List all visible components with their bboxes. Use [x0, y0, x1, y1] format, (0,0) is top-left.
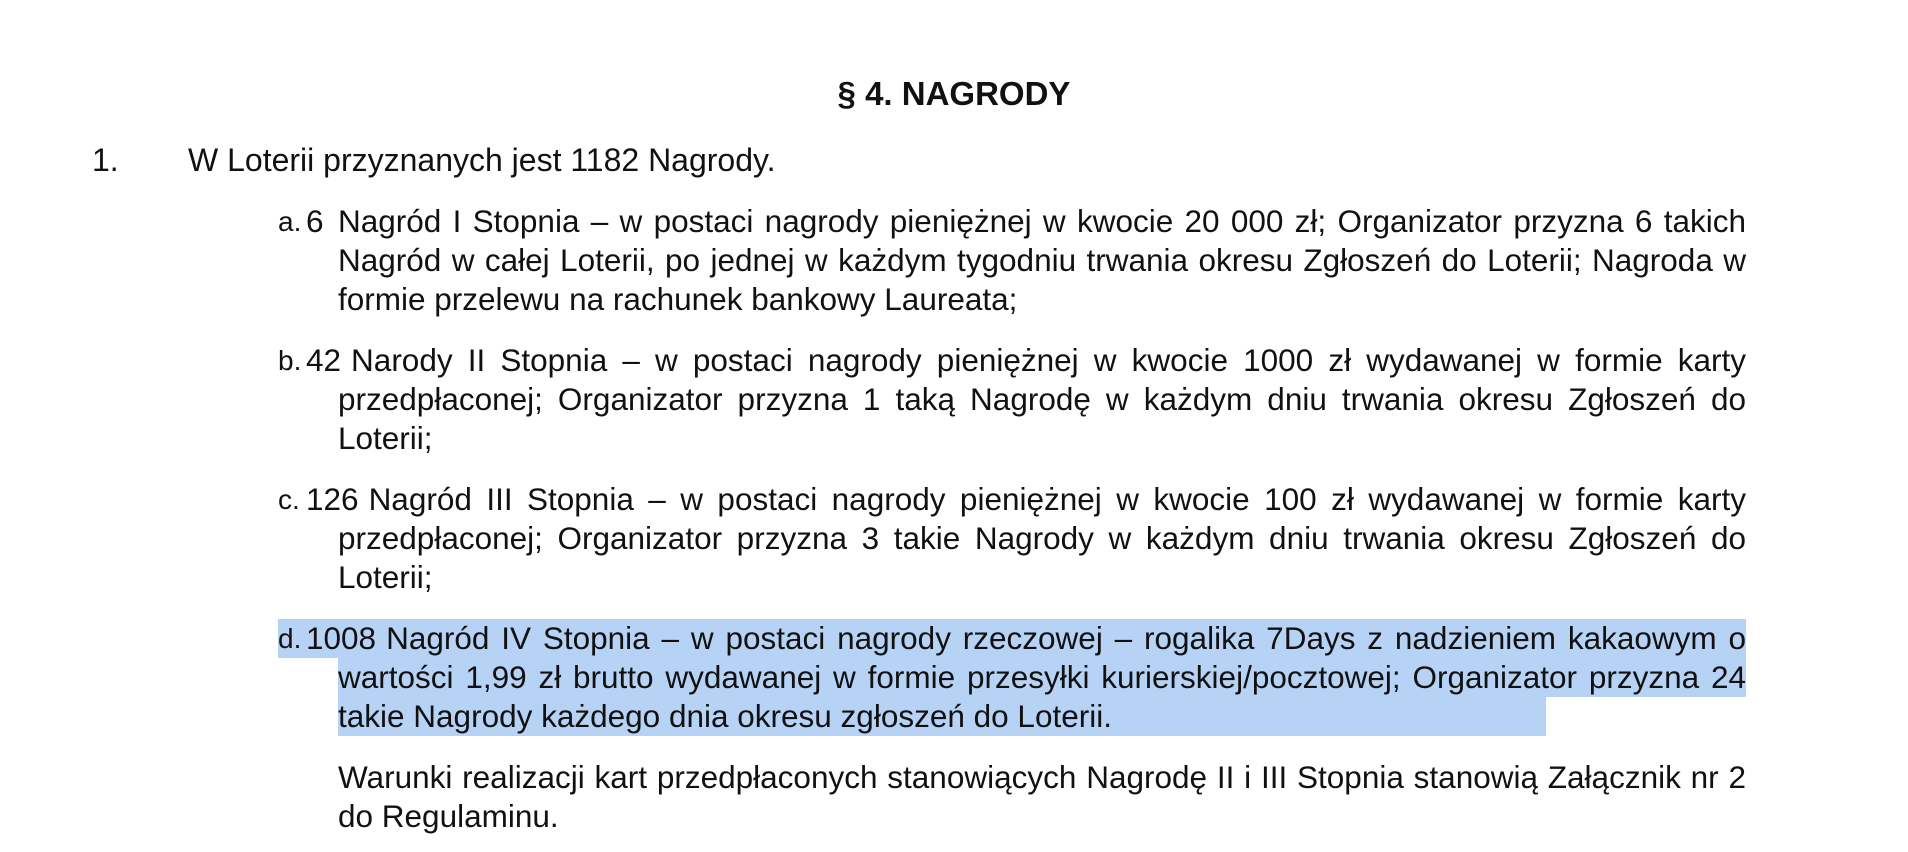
- prize-item-c[interactable]: [278, 480, 1746, 597]
- prize-item-b[interactable]: [278, 341, 1746, 458]
- item-text: Nagród IV Stopnia – w postaci nagrody rzeczowej – rogalika 7Days z nadzieniem kakaowym o wartości 1,99 zł brutto wydawanej w formie przesyłki kurierskiej/pocztowej; Organizator przyzna 24 takie Nagrody każdego dnia okresu zgłoszeń do Loterii.: [338, 620, 1746, 734]
- prize-note-paragraph[interactable]: [338, 758, 1746, 836]
- list-number: 1.: [92, 142, 119, 178]
- item-text: Nagród III Stopnia – w postaci nagrody pieniężnej w kwocie 100 zł wydawanej w formie karty przedpłaconej; Organizator przyzna 3 takie Nagrody w każdym dniu trwania okresu Zgłoszeń do Loterii;: [338, 481, 1746, 595]
- prize-item-a[interactable]: [278, 202, 1746, 319]
- item-marker: a.: [278, 206, 302, 237]
- item-marker: b.: [278, 345, 302, 376]
- item-marker: d.: [278, 623, 302, 654]
- item-text: Narody II Stopnia – w postaci nagrody pieniężnej w kwocie 1000 zł wydawanej w formie karty przedpłaconej; Organizator przyzna 1 taką Nagrodę w każdym dniu trwania okresu Zgłoszeń do Loterii;: [338, 342, 1746, 456]
- section-title: § 4. NAGRODY: [837, 75, 1071, 112]
- item-count: 1008: [306, 620, 377, 656]
- item-text: Nagród I Stopnia – w postaci nagrody pieniężnej w kwocie 20 000 zł; Organizator przyzna 6 takich Nagród w całej Loterii, po jednej w każdym tygodniu trwania okresu Zgłoszeń do Loterii; Nagroda w formie przelewu na rachunek bankowy Laureata;: [338, 203, 1746, 317]
- item-count: 6: [306, 203, 324, 239]
- item-marker: c.: [278, 484, 300, 515]
- note-text: Warunki realizacji kart przedpłaconych stanowiących Nagrodę II i III Stopnia stanowią Załącznik nr 2 do Regulaminu.: [338, 759, 1746, 834]
- item-count: 126: [306, 481, 359, 517]
- list-intro-text: W Loterii przyznanych jest 1182 Nagrody.: [188, 142, 776, 178]
- item-count: 42: [306, 342, 342, 378]
- prize-item-d-selected[interactable]: [278, 619, 1746, 736]
